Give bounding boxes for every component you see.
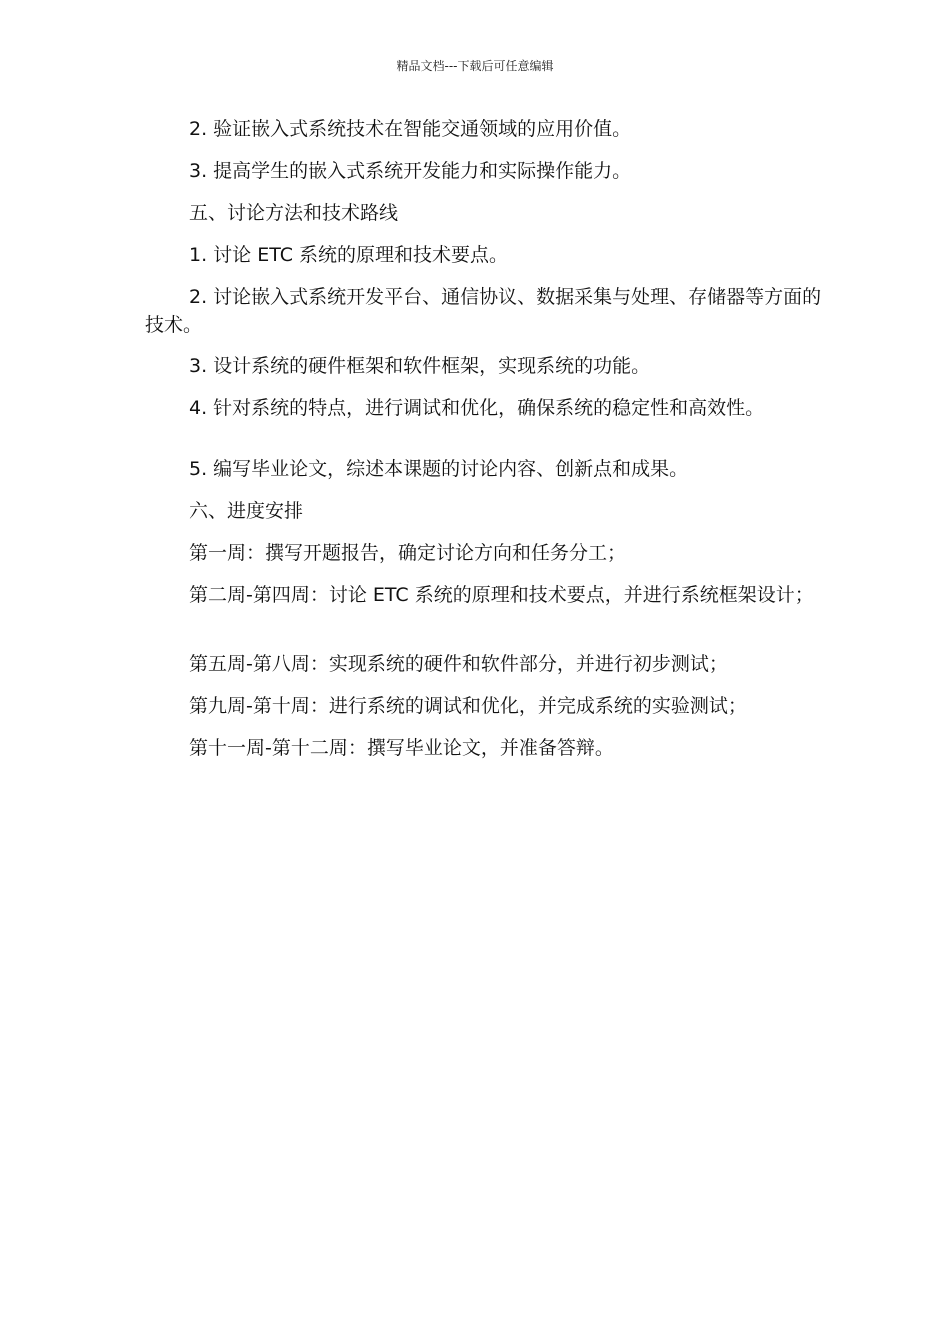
schedule-item-week9-10: 第九周-第十周：进行系统的调试和优化，并完成系统的实验测试； — [189, 695, 747, 717]
paragraph-goal-3: 3. 提高学生的嵌入式系统开发能力和实际操作能力。 — [189, 160, 632, 182]
schedule-item-week2-4: 第二周-第四周：讨论 ETC 系统的原理和技术要点，并进行系统框架设计； — [189, 584, 814, 606]
schedule-item-week11-12: 第十一周-第十二周：撰写毕业论文，并准备答辩。 — [189, 737, 614, 759]
schedule-item-week1: 第一周：撰写开题报告，确定讨论方向和任务分工； — [189, 542, 627, 564]
paragraph-goal-2: 2. 验证嵌入式系统技术在智能交通领域的应用价值。 — [189, 118, 632, 140]
paragraph-method-5: 5. 编写毕业论文，综述本课题的讨论内容、创新点和成果。 — [189, 458, 689, 480]
paragraph-method-1: 1. 讨论 ETC 系统的原理和技术要点。 — [189, 244, 509, 266]
paragraph-method-2: 2. 讨论嵌入式系统开发平台、通信协议、数据采集与处理、存储器等方面的技术。 — [145, 286, 822, 336]
paragraph-method-3: 3. 设计系统的硬件框架和软件框架，实现系统的功能。 — [189, 355, 651, 377]
section-heading-methods: 五、讨论方法和技术路线 — [189, 202, 399, 224]
section-heading-schedule: 六、进度安排 — [189, 500, 304, 522]
paragraph-method-4: 4. 针对系统的特点，进行调试和优化，确保系统的稳定性和高效性。 — [189, 397, 765, 419]
schedule-item-week5-8: 第五周-第八周：实现系统的硬件和软件部分，并进行初步测试； — [189, 653, 728, 675]
page-header: 精品文档---下载后可任意编辑 — [396, 59, 554, 73]
